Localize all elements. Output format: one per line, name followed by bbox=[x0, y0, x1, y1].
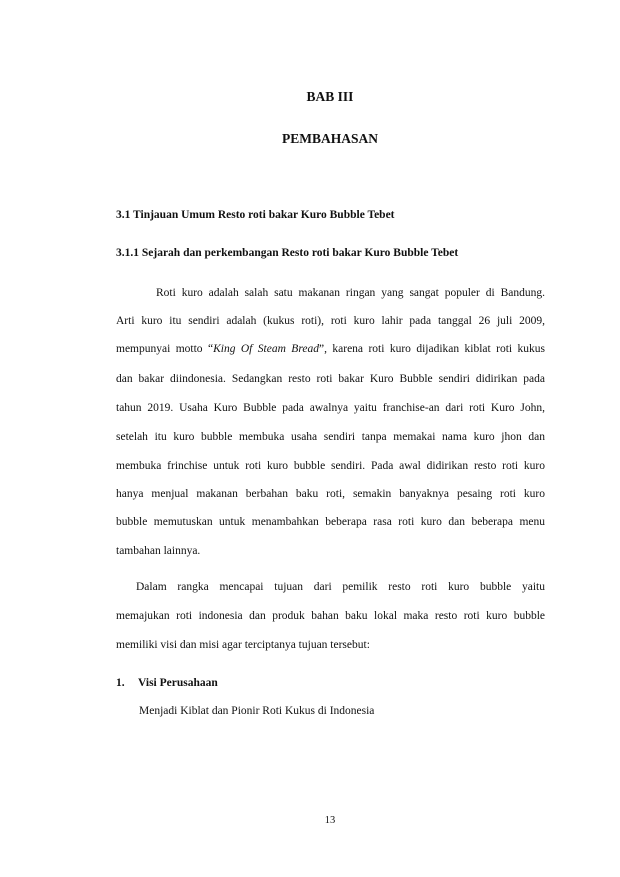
chapter-number: BAB III bbox=[306, 89, 354, 104]
paragraph-2-line-1: Dalam rangka mencapai tujuan dari pemilik resto roti kuro bubble yaitu bbox=[136, 581, 545, 593]
list-item-vision bbox=[116, 677, 218, 689]
paragraph-1-line-4: dan bakar diindonesia. Sedangkan resto roti bakar Kuro Bubble sendiri didirikan pada bbox=[116, 373, 545, 385]
paragraph-1-line-9: bubble memutuskan untuk menambahkan beberapa rasa roti kuro dan beberapa menu bbox=[116, 516, 545, 528]
vision-statement: Menjadi Kiblat dan Pionir Roti Kukus di Indonesia bbox=[139, 705, 375, 717]
list-item-label: Visi Perusahaan bbox=[138, 677, 218, 689]
paragraph-1-line-2: Arti kuro itu sendiri adalah (kukus roti), roti kuro lahir pada tanggal 26 juli 2009, bbox=[116, 315, 545, 327]
paragraph-1-line-1: Roti kuro adalah salah satu makanan ringan yang sangat populer di Bandung. bbox=[156, 287, 545, 299]
page-number: 13 bbox=[324, 815, 336, 826]
chapter-title: PEMBAHASAN bbox=[281, 131, 378, 146]
paragraph-1-line-6: setelah itu kuro bubble membuka usaha sendiri tanpa memakai nama kuro jhon dan bbox=[116, 431, 545, 443]
section-heading-3-1: 3.1 Tinjauan Umum Resto roti bakar Kuro Bubble Tebet bbox=[116, 209, 395, 221]
paragraph-1-line-5: tahun 2019. Usaha Kuro Bubble pada awalnya yaitu franchise-an dari roti Kuro John, bbox=[116, 402, 545, 414]
paragraph-2-line-2: memajukan roti indonesia dan produk bahan baku lokal maka resto roti kuro bubble bbox=[116, 610, 545, 622]
paragraph-2-line-3: memiliki visi dan misi agar terciptanya tujuan tersebut: bbox=[116, 639, 370, 651]
paragraph-1-line-10: tambahan lainnya. bbox=[116, 545, 201, 557]
motto-text: King Of Steam Bread bbox=[213, 343, 319, 355]
subsection-heading-3-1-1: 3.1.1 Sejarah dan perkembangan Resto roti bakar Kuro Bubble Tebet bbox=[116, 247, 459, 259]
list-item-number: 1. bbox=[116, 677, 125, 689]
paragraph-1-line-3 bbox=[116, 342, 545, 356]
paragraph-1-line-8: hanya menjual makanan berbahan baku roti, semakin banyaknya pesaing roti kuro bbox=[116, 488, 545, 500]
motto-prefix: mempunyai motto “ bbox=[116, 343, 214, 355]
paragraph-1-line-7: membuka frinchise untuk roti kuro bubble sendiri. Pada awal didirikan resto roti kuro bbox=[116, 460, 545, 472]
motto-suffix: ”, karena roti kuro dijadikan kiblat roti kukus bbox=[318, 343, 546, 355]
